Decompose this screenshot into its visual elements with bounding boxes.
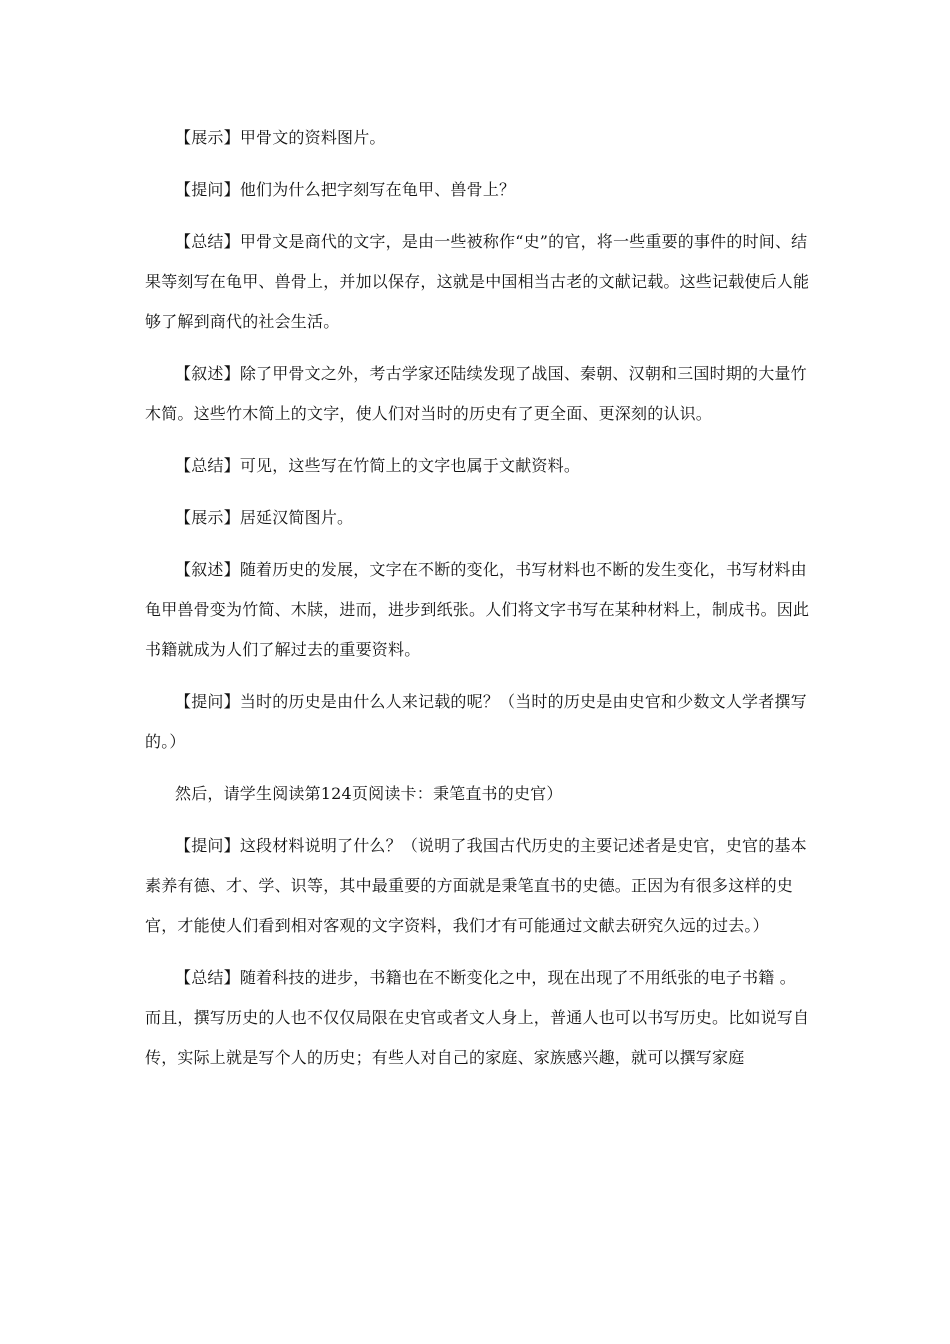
paragraph-text: 当时的历史是由什么人来记载的呢？（当时的历史是由史官和少数文人学者撰写的。） [145,692,807,751]
paragraph-text: 甲骨文是商代的文字，是由一些被称作“史”的官，将一些重要的事件的时间、结果等刻写在龟甲、兽骨上，并加以保存，这就是中国相当古老的文献记载。这些记载使后人能够了解到商代的社会生活。 [145,232,810,331]
paragraph-4 [145,354,810,434]
paragraph-text: 甲骨文的资料图片。 [239,128,386,147]
document-body [145,118,810,1090]
paragraph-5 [145,446,810,486]
paragraph-text: 他们为什么把字刻写在龟甲、兽骨上？ [239,180,516,199]
paragraph-2 [145,170,810,210]
paragraph-3 [145,222,810,342]
paragraph-text: 随着历史的发展，文字在不断的变化，书写材料也不断的发生变化，书写材料由龟甲兽骨变为竹简、木牍，进而，进步到纸张。人们将文字书写在某种材料上，制成书。因此书籍就成为人们了解过去的重要资料。 [145,560,810,659]
paragraph-8 [145,682,810,762]
paragraph-text: 除了甲骨文之外，考古学家还陆续发现了战国、秦朝、汉朝和三国时期的大量竹木简。这些竹木简上的文字，使人们对当时的历史有了更全面、更深刻的认识。 [145,364,807,423]
paragraph-label: 【总结】 [175,968,240,987]
paragraph-6 [145,498,810,538]
paragraph-label: 【提问】 [175,836,240,855]
paragraph-label: 【提问】 [175,692,240,711]
paragraph-label: 【总结】 [175,456,240,475]
paragraph-label: 【叙述】 [175,364,240,383]
paragraph-text: 然后，请学生阅读第124页阅读卡：秉笔直书的史官） [175,784,563,803]
paragraph-label: 【提问】 [175,180,240,199]
paragraph-9 [145,774,810,814]
paragraph-7 [145,550,810,670]
paragraph-text: 可见，这些写在竹简上的文字也属于文献资料。 [239,456,581,475]
paragraph-text: 居延汉简图片。 [239,508,354,527]
paragraph-label: 【展示】 [175,508,240,527]
paragraph-label: 【总结】 [175,232,240,251]
paragraph-text: 随着科技的进步，书籍也在不断变化之中，现在出现了不用纸张的电子书籍 。而且，撰写历史的人也不仅仅局限在史官或者文人身上，普通人也可以书写历史。比如说写自传，实际上就是写个人的历史；有些人对自己的家庭、家族感兴趣，就可以撰写家庭 [145,968,810,1067]
paragraph-1 [145,118,810,158]
paragraph-text: 这段材料说明了什么？（说明了我国古代历史的主要记述者是史官，史官的基本素养有德、才、学、识等，其中最重要的方面就是秉笔直书的史德。正因为有很多这样的史官，才能使人们看到相对客观的文字资料，我们才有可能通过文献去研究久远的过去。） [145,836,807,935]
paragraph-10 [145,826,810,946]
paragraph-label: 【叙述】 [175,560,240,579]
paragraph-11 [145,958,810,1078]
paragraph-label: 【展示】 [175,128,240,147]
